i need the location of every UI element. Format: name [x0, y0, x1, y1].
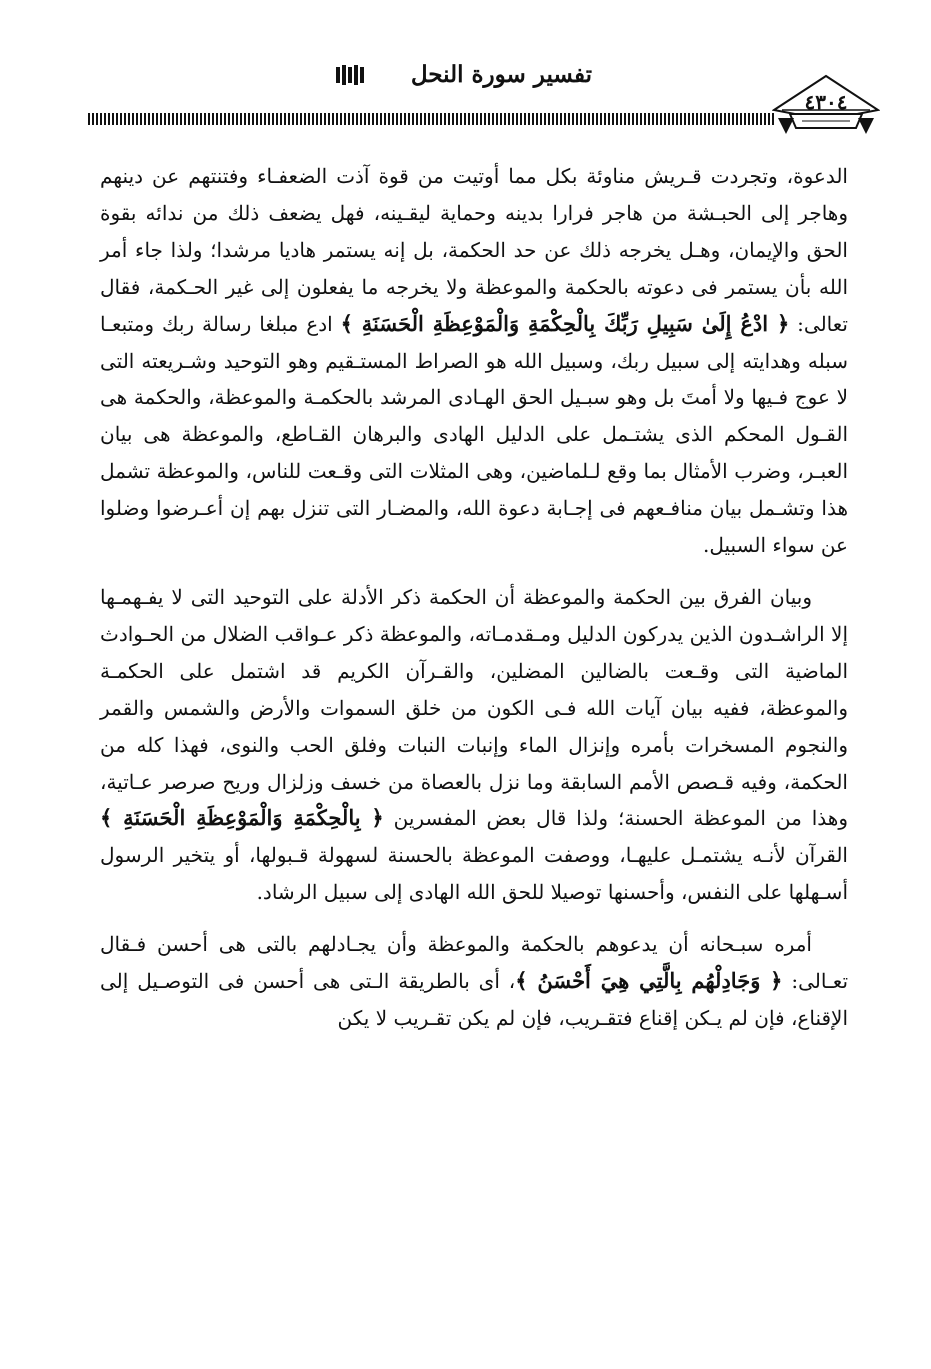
paragraph-text: القرآن لأنـه يشتمـل عليهـا، ووصفت الموعظة بالحسنة لسهولة قـبولها، أو يتخير الرسول أسـهلها على النفس، وأحسنها توصيلا للحق الله الهادى إلى سبيل الرشاد. [100, 843, 848, 905]
header-rule [88, 113, 774, 125]
quran-verse: ﴿ ادْعُ إِلَىٰ سَبِيلِ رَبِّكَ بِالْحِكْمَةِ وَالْمَوْعِظَةِ الْحَسَنَةِ ﴾ [340, 310, 790, 336]
paragraph-text: ادع مبلغا رسالة ربك ومتبعـا سبله وهدايته إلى سبيل ربك، وسبيل الله هو الصراط المستـقيم وهو التوحيد وشـريعته التى لا عوج فـيها ولا أمتَ بل وهو سبـيل الحق الهـادى المرشد بالحكمـة والموعظة، والحكمة هى القـول المحكم الذى يشتـمل على الدليل الهادى والبرهان القـاطع، والموعظة هى بيان العبـر، وضرب الأمثال بما وقع لـلماضين، وهى المثلات التى وقـعت للناس، والموعظة تشمل هذا وتشـمل بيان منافـعهم فى إجـابة دعوة الله، والمضـار التى تنزل بهم إن أعـرضوا وضلوا عن سواء السبيل. [100, 311, 848, 558]
paragraph-1 [100, 158, 848, 564]
running-title: تفسير سورة النحل [410, 61, 592, 88]
ornament-icon [335, 64, 365, 86]
paragraph-text: ، أى بالطريقة الـتى هى أحسن فى التوصـيل إلى الإقناع، فإن لم يـكن إقناع فتقـريب، فإن لم يكن تقـريب لا يكن [100, 969, 848, 1030]
page-header [0, 0, 931, 145]
body-text [100, 158, 848, 1052]
paragraph-3 [100, 926, 848, 1037]
paragraph-text: أمره سبـحانه أن يدعوهم بالحكمة والموعظة وأن يجـادلهم بالتى هى أحسن فـقال تعـالى: [100, 932, 849, 994]
quran-verse: ﴿ بِالْحِكْمَةِ وَالْمَوْعِظَةِ الْحَسَنَةِ ﴾ [100, 805, 384, 831]
paragraph-text: الدعوة، وتجردت قـريش مناوئة بكل مما أوتيت من قوة آذت الضعفـاء وفتنتهم عن دينهم وهاجر إلى الحبـشة من هاجر فرارا بدينه وحماية ليقـينه، فهل يضعف ذلك من ندائه بقوة الحق والإيمان، وهـل يخرجه ذلك عن حد الحكمة، بل إنه يستمر هاديا مرشدا؛ ولذا جاء أمر الله بأن يستمر فى دعوته بالحكمة والموعظة ولا يخرجه ما يفعلون إلى غير الحـكمة، فقال تعالى: [100, 164, 848, 336]
paragraph-text: وبيان الفرق بين الحكمة والموعظة أن الحكمة ذكر الأدلة على التوحيد التى لا يفـهمـها إلا الراشـدون الذين يدركون الدليل ومـقدمـاته، والموعظة ذكر عـواقب الضلال من الحـوادث الماضية التى وقـعت بالضالين المضلين، والقـرآن الكريم قد اشتمل على الحكمـة والموعظة، ففيه بيان آيات الله فـى الكون من خلق السموات والأرض والشمس والقمر والنجوم المسخرات بأمره وإنزال الماء وإنبات النبات وفلق الحب والنوى، فهذا كله من الحكمة، وفيه قـصص الأمم السابقة وما نزل بالعصاة من خسف وزلزال وريح صرصر عـاتية، وهذا من الموعظة الحسنة؛ ولذا قال بعض المفسرين [100, 584, 848, 831]
paragraph-2 [100, 579, 848, 911]
page-number: ٤٣٠٤ [804, 90, 848, 114]
quran-verse: ﴿ وَجَادِلْهُم بِالَّتِي هِيَ أَحْسَنُ ﴾ [515, 968, 783, 994]
